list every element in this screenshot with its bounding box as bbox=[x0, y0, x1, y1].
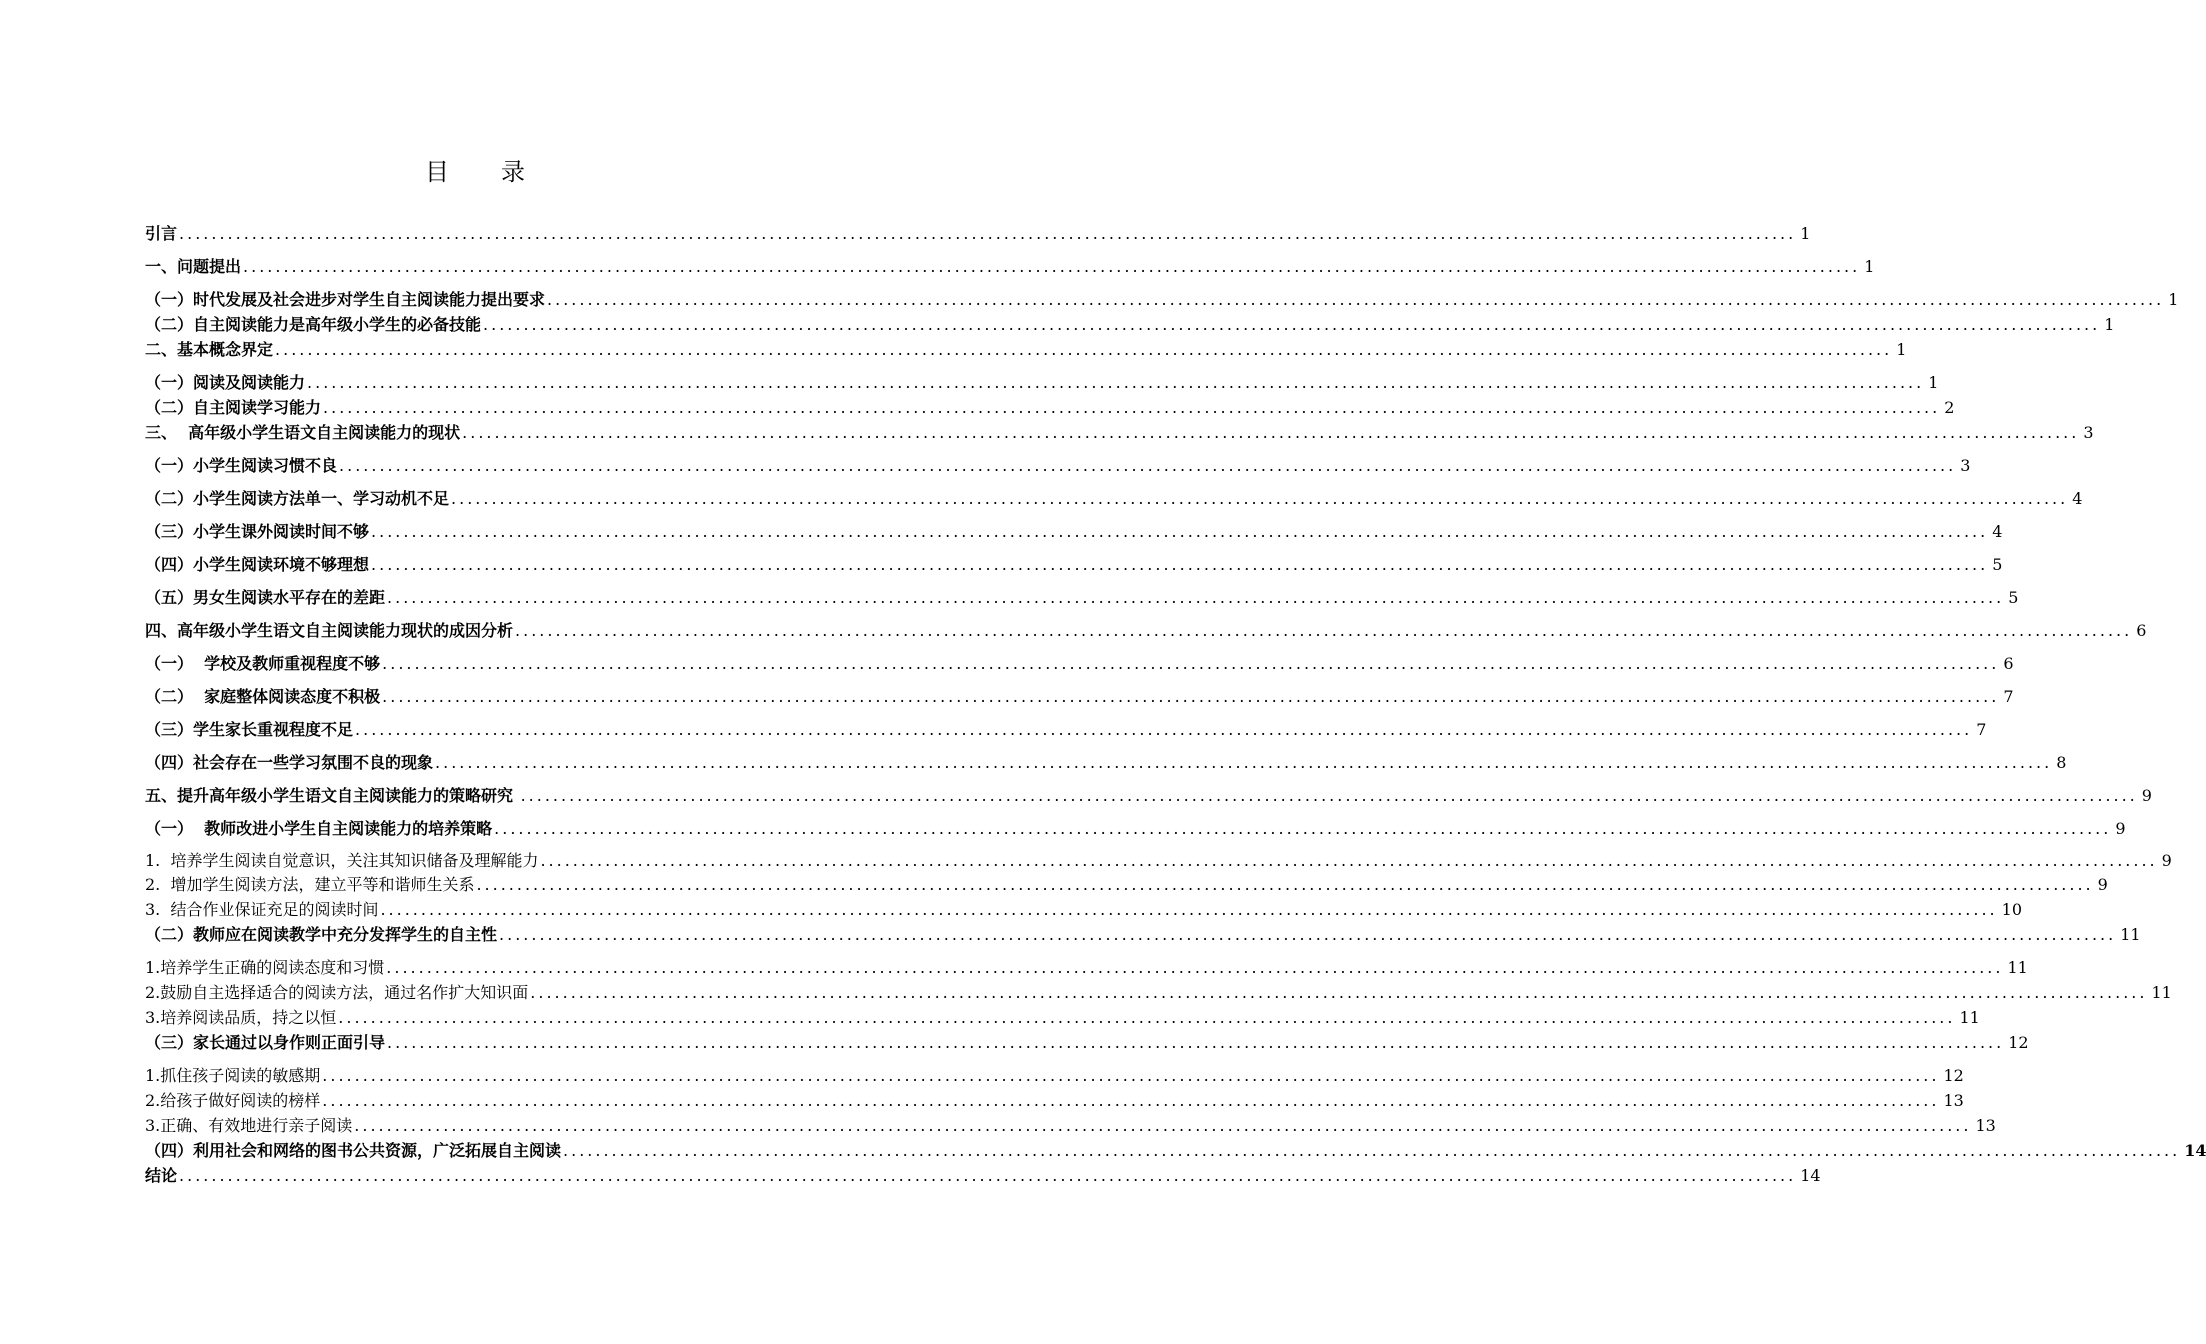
toc-entry[interactable] bbox=[145, 1139, 2206, 1163]
toc-page-number: 4 bbox=[1992, 522, 2003, 541]
toc-page-number: 3 bbox=[1960, 456, 1971, 475]
toc-page-number: 11 bbox=[1959, 1008, 1980, 1027]
toc-entry-title: （四）社会存在一些学习氛围不良的现象 bbox=[145, 753, 434, 772]
toc-page-number: 9 bbox=[2141, 786, 2152, 805]
toc-entry[interactable] bbox=[145, 1031, 2029, 1055]
dot-leader: ........................................................................................................................................................................................................ bbox=[563, 1141, 2181, 1160]
toc-entry-title: 2.鼓励自主选择适合的阅读方法，通过名作扩大知识面 bbox=[145, 983, 529, 1002]
toc-entry-title: 五、提升高年级小学生语文自主阅读能力的策略研究 bbox=[145, 786, 519, 805]
toc-entry[interactable] bbox=[145, 619, 2147, 643]
toc-entry-title: 1. 培养学生阅读自觉意识，关注其知识储备及理解能力 bbox=[145, 851, 539, 870]
dot-leader: ........................................................................................................................................................................................................ bbox=[387, 588, 2005, 607]
dot-leader: ........................................................................................................................................................................................................ bbox=[371, 555, 1989, 574]
toc-entry-title: （二）教师应在阅读教学中充分发挥学生的自主性 bbox=[145, 925, 498, 944]
dot-leader: ........................................................................................................................................................................................................ bbox=[275, 340, 1893, 359]
dot-leader: ........................................................................................................................................................................................................ bbox=[451, 489, 2069, 508]
toc-entry-title: 引言 bbox=[145, 224, 178, 243]
toc-entry[interactable] bbox=[145, 817, 2126, 841]
toc-page-number: 11 bbox=[2007, 958, 2028, 977]
toc-page-number: 1 bbox=[1800, 224, 1811, 243]
toc-page-number: 11 bbox=[2120, 925, 2141, 944]
toc-entry[interactable] bbox=[145, 1114, 1996, 1138]
dot-leader: ........................................................................................................................................................................................................ bbox=[323, 398, 1941, 417]
toc-entry[interactable] bbox=[145, 923, 2141, 947]
toc-entry[interactable] bbox=[145, 956, 2028, 980]
dot-leader: ........................................................................................................................................................................................................ bbox=[387, 1033, 2005, 1052]
toc-page-number: 6 bbox=[2136, 621, 2147, 640]
dot-leader: ........................................................................................................................................................................................................ bbox=[540, 851, 2158, 870]
toc-entry-title: （二）自主阅读能力是高年级小学生的必备技能 bbox=[145, 315, 482, 334]
toc-page-number: 1 bbox=[1928, 373, 1939, 392]
toc-entry-title: （四）利用社会和网络的图书公共资源，广泛拓展自主阅读 bbox=[145, 1141, 562, 1160]
toc-entry[interactable] bbox=[145, 751, 2067, 775]
toc-entry[interactable] bbox=[145, 718, 1987, 742]
toc-entry[interactable] bbox=[145, 849, 2172, 873]
dot-leader: ........................................................................................................................................................................................................ bbox=[530, 983, 2148, 1002]
toc-entry-title: 2.给孩子做好阅读的榜样 bbox=[145, 1091, 321, 1110]
page-title bbox=[0, 152, 950, 187]
dot-leader: ........................................................................................................................................................................................................ bbox=[339, 456, 1957, 475]
toc-page-number: 14 bbox=[2184, 1141, 2206, 1160]
toc-entry[interactable] bbox=[145, 313, 2115, 337]
toc-entry[interactable] bbox=[145, 898, 2022, 922]
toc-entry[interactable] bbox=[145, 288, 2179, 312]
dot-leader: ........................................................................................................................................................................................................ bbox=[520, 786, 2138, 805]
toc-entry-title: （一）小学生阅读习惯不良 bbox=[145, 456, 338, 475]
toc-entry[interactable] bbox=[145, 255, 1875, 279]
toc-entry-title: （一） 学校及教师重视程度不够 bbox=[145, 654, 381, 673]
toc-entry-title: （三）小学生课外阅读时间不够 bbox=[145, 522, 370, 541]
toc-entry-title: 1.抓住孩子阅读的敏感期 bbox=[145, 1066, 321, 1085]
toc-entry[interactable] bbox=[145, 784, 2152, 808]
dot-leader: ........................................................................................................................................................................................................ bbox=[179, 224, 1797, 243]
toc-entry-title: 三、 高年级小学生语文自主阅读能力的现状 bbox=[145, 423, 461, 442]
dot-leader: ........................................................................................................................................................................................................ bbox=[354, 1116, 1972, 1135]
toc-page-number: 10 bbox=[2001, 900, 2022, 919]
dot-leader: ........................................................................................................................................................................................................ bbox=[476, 875, 2094, 894]
toc-entry-title: 四、高年级小学生语文自主阅读能力现状的成因分析 bbox=[145, 621, 514, 640]
toc-page-number: 8 bbox=[2056, 753, 2067, 772]
dot-leader: ........................................................................................................................................................................................................ bbox=[382, 654, 2000, 673]
toc-page-number: 13 bbox=[1975, 1116, 1996, 1135]
toc-page-number: 9 bbox=[2097, 875, 2108, 894]
toc-entry[interactable] bbox=[145, 1064, 1964, 1088]
dot-leader: ........................................................................................................................................................................................................ bbox=[322, 1091, 1940, 1110]
toc-page-number: 5 bbox=[2008, 588, 2019, 607]
toc-entry[interactable] bbox=[145, 520, 2003, 544]
toc-page-number: 3 bbox=[2083, 423, 2094, 442]
toc-page-number: 14 bbox=[1800, 1166, 1821, 1185]
toc-page-number: 9 bbox=[2115, 819, 2126, 838]
toc-entry-title: 2. 增加学生阅读方法，建立平等和谐师生关系 bbox=[145, 875, 475, 894]
toc-entry[interactable] bbox=[145, 586, 2019, 610]
toc-page-number: 1 bbox=[1896, 340, 1907, 359]
toc-entry-title: 1.培养学生正确的阅读态度和习惯 bbox=[145, 958, 385, 977]
toc-entry-title: （一） 教师改进小学生自主阅读能力的培养策略 bbox=[145, 819, 493, 838]
toc-entry[interactable] bbox=[145, 873, 2108, 897]
toc-entry-title: 一、问题提出 bbox=[145, 257, 242, 276]
toc-page-number: 12 bbox=[1943, 1066, 1964, 1085]
dot-leader: ........................................................................................................................................................................................................ bbox=[483, 315, 2101, 334]
dot-leader: ........................................................................................................................................................................................................ bbox=[547, 290, 2165, 309]
toc-page-number: 9 bbox=[2161, 851, 2172, 870]
toc-entry-title: 3. 结合作业保证充足的阅读时间 bbox=[145, 900, 379, 919]
toc-page-number: 11 bbox=[2151, 983, 2172, 1002]
toc-entry-title: （一）时代发展及社会进步对学生自主阅读能力提出要求 bbox=[145, 290, 546, 309]
toc-entry-title: 3.正确、有效地进行亲子阅读 bbox=[145, 1116, 353, 1135]
toc-page-number: 2 bbox=[1944, 398, 1955, 417]
title-char-2: 录 bbox=[501, 158, 525, 186]
toc-entry[interactable] bbox=[145, 1164, 1821, 1188]
toc-page-number: 6 bbox=[2003, 654, 2014, 673]
toc-entry[interactable] bbox=[145, 222, 1811, 246]
toc-page-number: 13 bbox=[1943, 1091, 1964, 1110]
toc-page-number: 1 bbox=[2168, 290, 2179, 309]
toc-entry[interactable] bbox=[145, 421, 2094, 445]
toc-entry[interactable] bbox=[145, 553, 2003, 577]
toc-entry[interactable] bbox=[145, 454, 1971, 478]
toc-page-number: 12 bbox=[2008, 1033, 2029, 1052]
toc-entry[interactable] bbox=[145, 396, 1955, 420]
dot-leader: ........................................................................................................................................................................................................ bbox=[386, 958, 2004, 977]
toc-page-number: 7 bbox=[2003, 687, 2014, 706]
toc-entry[interactable] bbox=[145, 652, 2014, 676]
toc-entry-title: （三）学生家长重视程度不足 bbox=[145, 720, 354, 739]
dot-leader: ........................................................................................................................................................................................................ bbox=[380, 900, 1998, 919]
toc-entry-title: （五）男女生阅读水平存在的差距 bbox=[145, 588, 386, 607]
dot-leader: ........................................................................................................................................................................................................ bbox=[462, 423, 2080, 442]
dot-leader: ........................................................................................................................................................................................................ bbox=[494, 819, 2112, 838]
toc-entry[interactable] bbox=[145, 487, 2083, 511]
toc-entry[interactable] bbox=[145, 338, 1907, 362]
dot-leader: ........................................................................................................................................................................................................ bbox=[499, 925, 2117, 944]
toc-page-number: 4 bbox=[2072, 489, 2083, 508]
dot-leader: ........................................................................................................................................................................................................ bbox=[382, 687, 2000, 706]
dot-leader: ........................................................................................................................................................................................................ bbox=[355, 720, 1973, 739]
dot-leader: ........................................................................................................................................................................................................ bbox=[243, 257, 1861, 276]
toc-page-number: 1 bbox=[2104, 315, 2115, 334]
toc-entry-title: （二） 家庭整体阅读态度不积极 bbox=[145, 687, 381, 706]
dot-leader: ........................................................................................................................................................................................................ bbox=[179, 1166, 1797, 1185]
toc-entry-title: （二）小学生阅读方法单一、学习动机不足 bbox=[145, 489, 450, 508]
toc-entry-title: （三）家长通过以身作则正面引导 bbox=[145, 1033, 386, 1052]
toc-entry[interactable] bbox=[145, 1006, 1980, 1030]
toc-entry[interactable] bbox=[145, 981, 2172, 1005]
dot-leader: ........................................................................................................................................................................................................ bbox=[515, 621, 2133, 640]
toc-entry-title: （一）阅读及阅读能力 bbox=[145, 373, 306, 392]
dot-leader: ........................................................................................................................................................................................................ bbox=[307, 373, 1925, 392]
toc-page-number: 7 bbox=[1976, 720, 1987, 739]
title-char-1: 目 bbox=[425, 158, 449, 186]
dot-leader: ........................................................................................................................................................................................................ bbox=[435, 753, 2053, 772]
toc-entry[interactable] bbox=[145, 1089, 1964, 1113]
toc-entry[interactable] bbox=[145, 371, 1939, 395]
toc-page-number: 5 bbox=[1992, 555, 2003, 574]
toc-entry-title: （二）自主阅读学习能力 bbox=[145, 398, 322, 417]
toc-entry-title: 3.培养阅读品质，持之以恒 bbox=[145, 1008, 337, 1027]
dot-leader: ........................................................................................................................................................................................................ bbox=[338, 1008, 1956, 1027]
dot-leader: ........................................................................................................................................................................................................ bbox=[371, 522, 1989, 541]
toc-entry-title: （四）小学生阅读环境不够理想 bbox=[145, 555, 370, 574]
toc-entry-title: 结论 bbox=[145, 1166, 178, 1185]
toc-entry[interactable] bbox=[145, 685, 2014, 709]
dot-leader: ........................................................................................................................................................................................................ bbox=[322, 1066, 1940, 1085]
toc-entry-title: 二、基本概念界定 bbox=[145, 340, 274, 359]
toc-page-number: 1 bbox=[1864, 257, 1875, 276]
